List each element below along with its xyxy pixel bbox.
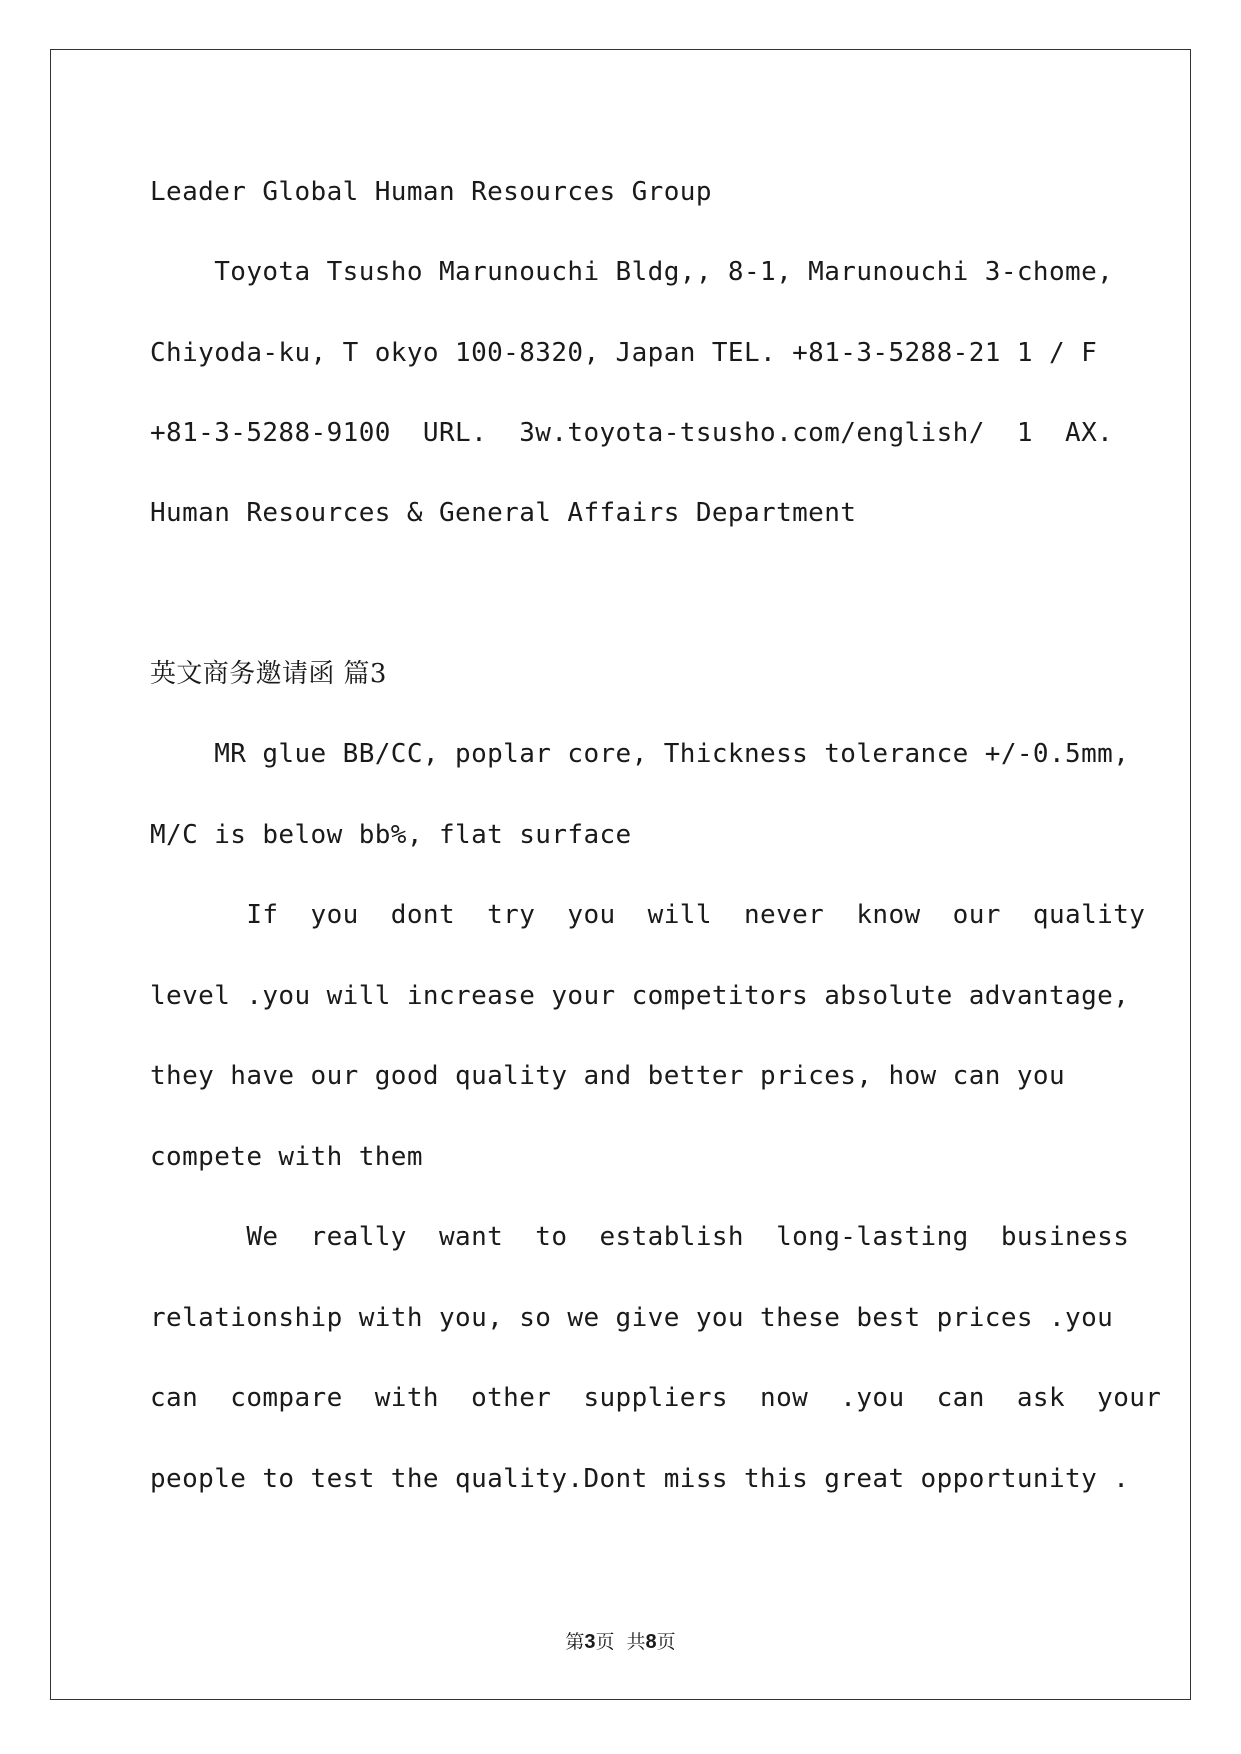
current-page-number: 3 <box>584 1631 596 1653</box>
text-line: MR glue BB/CC, poplar core, Thickness tolerance +/-0.5mm, <box>150 739 1130 769</box>
text-line: level .you will increase your competitors absolute advantage, <box>150 981 1130 1011</box>
text-line: they have our good quality and better prices, how can you <box>150 1061 1066 1091</box>
page-border <box>50 49 1191 1700</box>
section-heading: 英文商务邀请函 篇3 <box>150 659 387 689</box>
footer-suffix: 页 <box>656 1631 676 1653</box>
text-line: If you dont try you will never know our quality <box>150 900 1146 930</box>
text-line: Chiyoda-ku, T okyo 100-8320, Japan TEL. +81-3-5288-21 1 / F <box>150 338 1098 368</box>
text-line: We really want to establish long-lasting business <box>150 1222 1130 1252</box>
text-line: can compare with other suppliers now .you can ask your <box>150 1383 1162 1413</box>
text-line: Human Resources & General Affairs Department <box>150 498 857 528</box>
footer-middle: 页 共 <box>595 1631 646 1653</box>
text-line: people to test the quality.Dont miss this great opportunity . <box>150 1464 1130 1494</box>
text-line: compete with them <box>150 1142 423 1172</box>
page-footer <box>0 1630 1241 1654</box>
text-line: Leader Global Human Resources Group <box>150 177 712 207</box>
text-line: M/C is below bb%, flat surface <box>150 820 632 850</box>
footer-prefix: 第 <box>565 1631 585 1653</box>
text-line: relationship with you, so we give you these best prices .you <box>150 1303 1114 1333</box>
text-line: Toyota Tsusho Marunouchi Bldg,, 8-1, Marunouchi 3-chome, <box>150 257 1114 287</box>
text-line: +81-3-5288-9100 URL. 3w.toyota-tsusho.com/english/ 1 AX. <box>150 418 1114 448</box>
total-pages-number: 8 <box>645 1631 657 1653</box>
